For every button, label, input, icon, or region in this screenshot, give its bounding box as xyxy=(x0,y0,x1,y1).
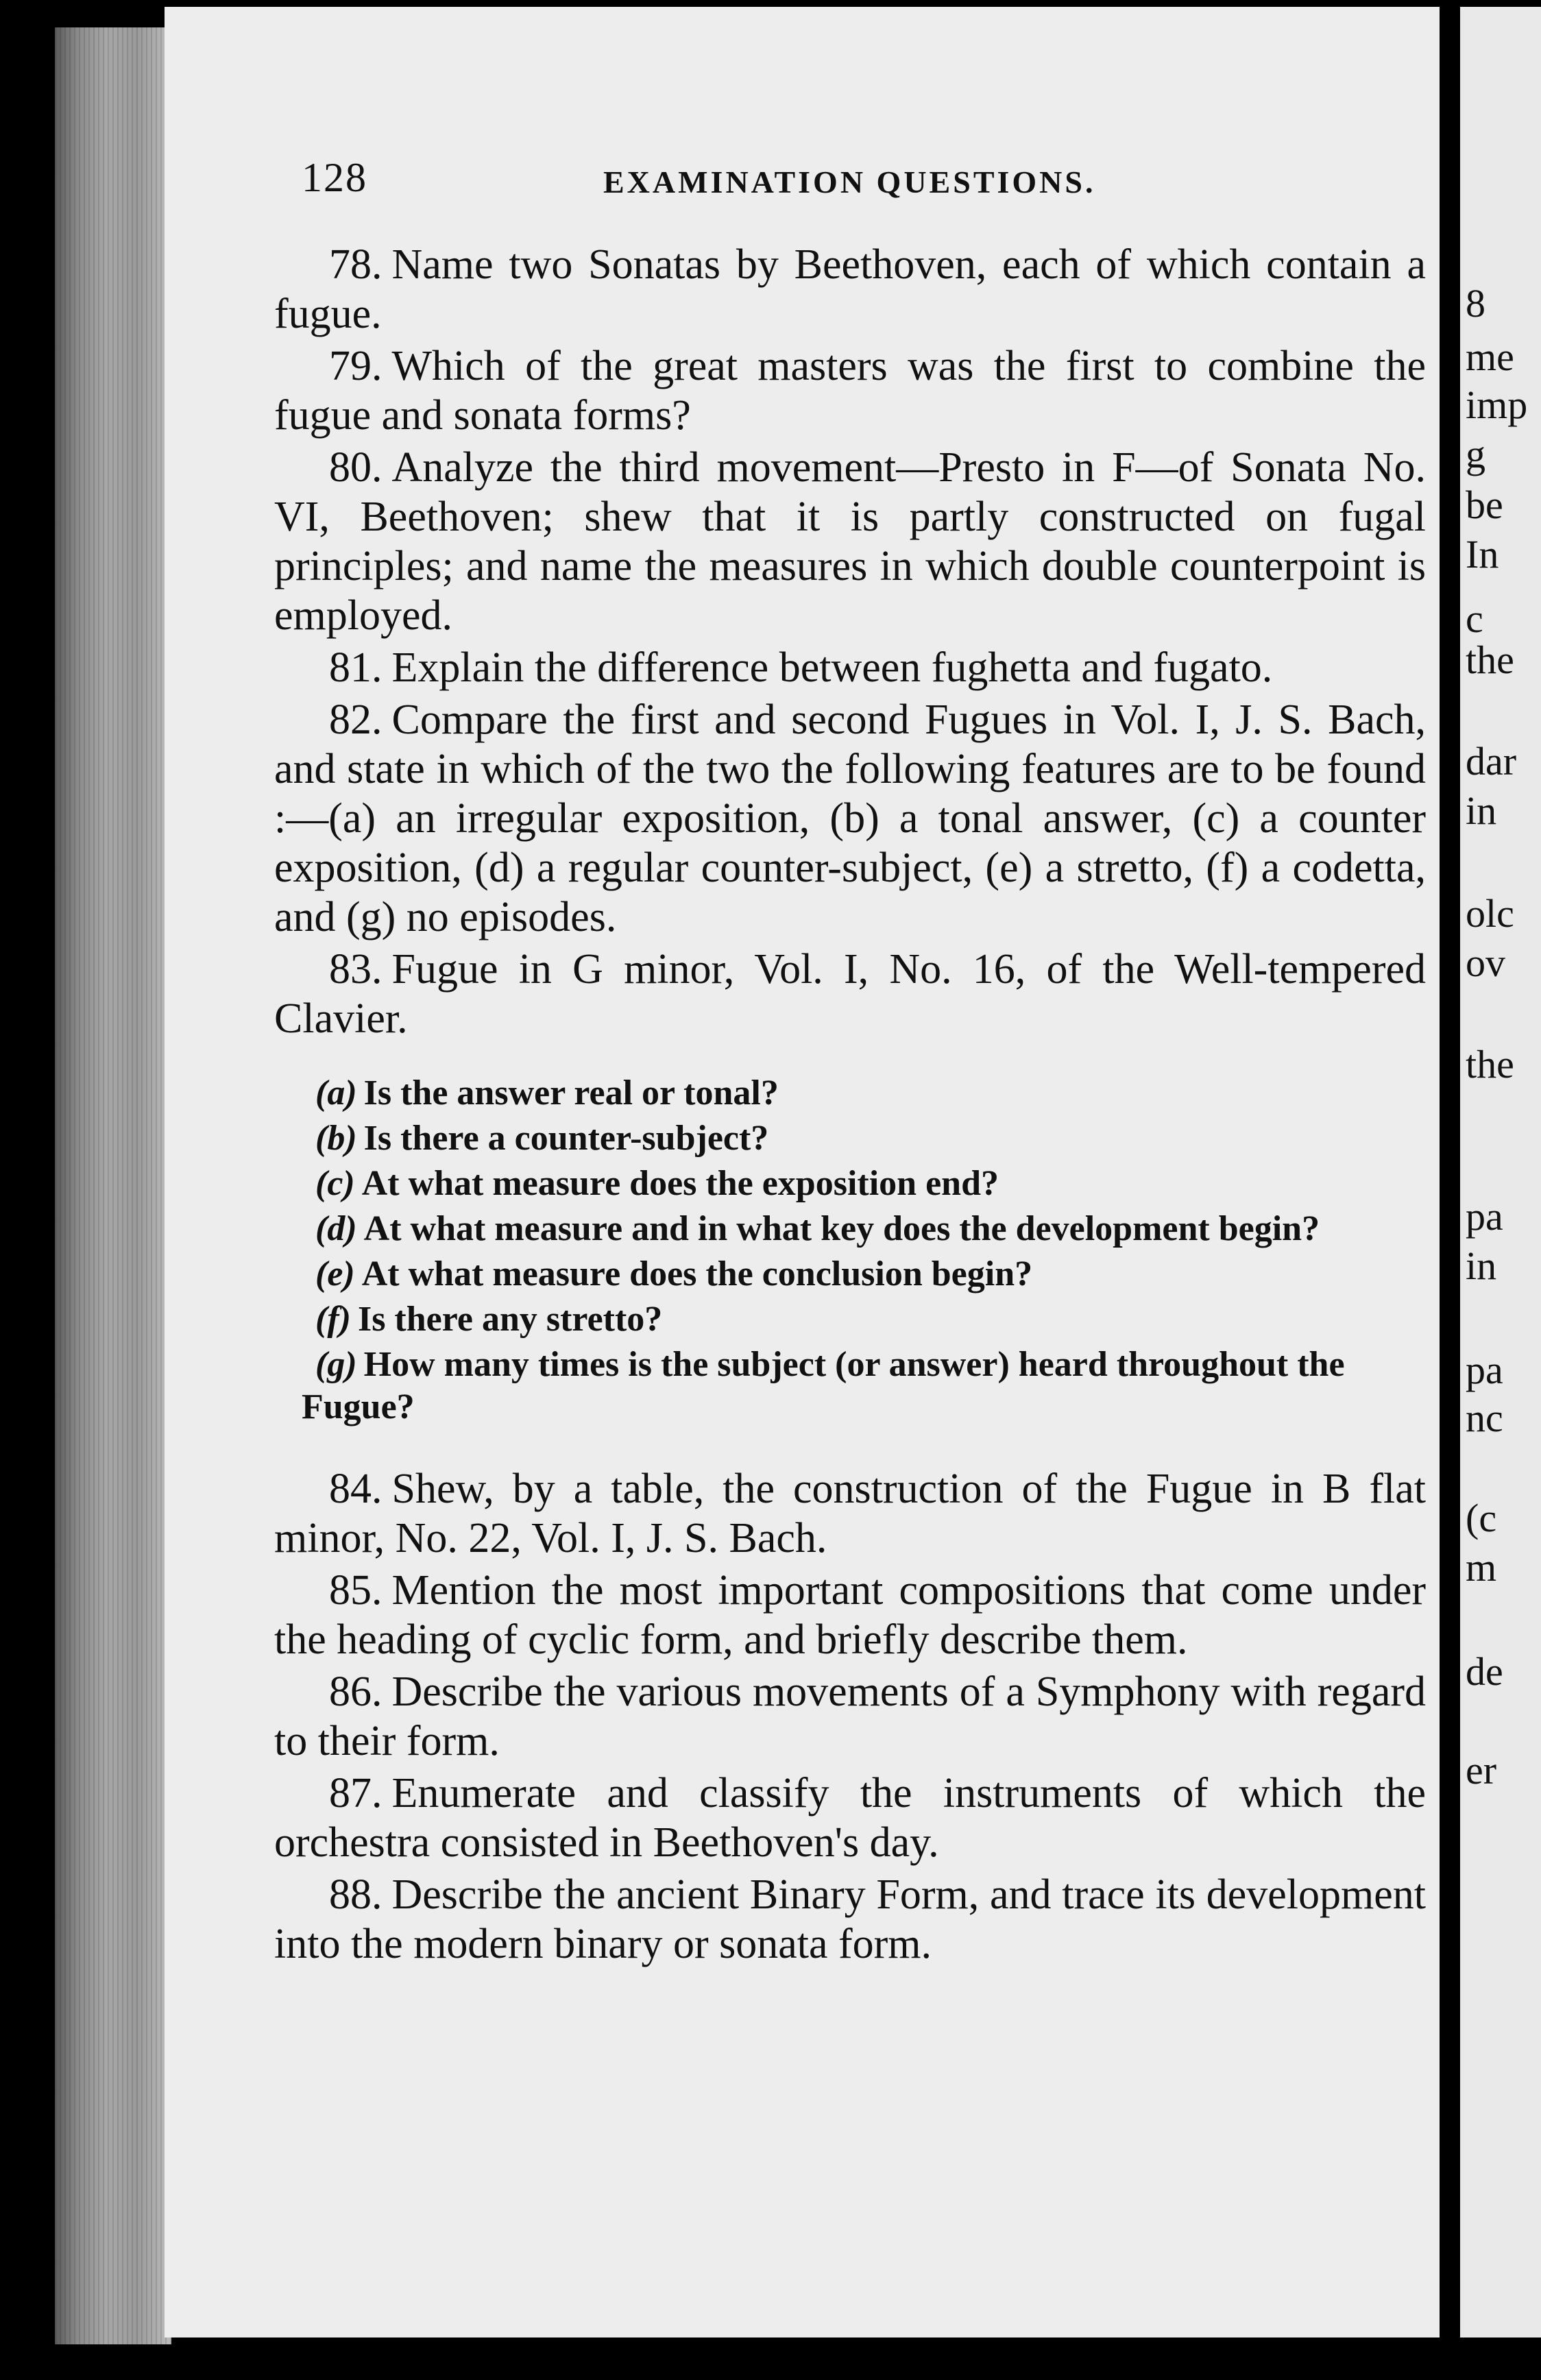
subquestion-text: How many times is the subject (or answer) heard throughout the Fugue? xyxy=(302,1345,1345,1426)
question-text: Fugue in G minor, Vol. I, No. 16, of the Well-tempered Clavier. xyxy=(274,946,1426,1042)
running-title: EXAMINATION QUESTIONS. xyxy=(603,165,1096,199)
question-87 xyxy=(274,1769,1426,1867)
subquestion-letter: (d) xyxy=(315,1209,357,1248)
question-85 xyxy=(274,1566,1426,1664)
subquestion-f xyxy=(302,1298,1426,1341)
question-text: Enumerate and classify the instruments of which the orchestra consisted in Beethoven's day. xyxy=(274,1770,1426,1866)
question-number: 87. xyxy=(329,1770,383,1817)
subquestion-g xyxy=(302,1344,1426,1429)
facing-text-fragment: me xyxy=(1466,335,1514,379)
facing-text-fragment: be xyxy=(1466,483,1503,527)
facing-text-fragment: in xyxy=(1466,1243,1497,1288)
subquestion-a xyxy=(302,1072,1426,1115)
page-number: 128 xyxy=(302,155,367,200)
subquestion-c xyxy=(302,1163,1426,1205)
question-number: 80. xyxy=(329,444,383,491)
question-number: 83. xyxy=(329,946,383,993)
question-number: 78. xyxy=(329,241,383,288)
question-86 xyxy=(274,1667,1426,1766)
subquestion-d xyxy=(302,1208,1426,1250)
question-text: Shew, by a table, the construction of the Fugue in B flat minor, No. 22, Vol. I, J. S. Bach. xyxy=(274,1466,1426,1562)
facing-text-fragment: 8 xyxy=(1466,281,1485,326)
subquestion-text: At what measure does the conclusion begin? xyxy=(361,1254,1033,1294)
question-80 xyxy=(274,443,1426,640)
subquestion-letter: (b) xyxy=(315,1119,357,1158)
question-88 xyxy=(274,1870,1426,1969)
subquestion-text: At what measure and in what key does the development begin? xyxy=(363,1209,1320,1248)
question-text: Name two Sonatas by Beethoven, each of which contain a fugue. xyxy=(274,241,1426,337)
question-text: Explain the difference between fughetta and fugato. xyxy=(391,644,1273,691)
facing-text-fragment: pa xyxy=(1466,1194,1503,1239)
question-number: 88. xyxy=(329,1871,383,1918)
facing-page-fragment xyxy=(1460,7,1541,2338)
facing-text-fragment: in xyxy=(1466,788,1497,833)
question-text: Which of the great masters was the first to combine the fugue and sonata forms? xyxy=(274,343,1426,439)
subquestion-text: Is there any stretto? xyxy=(357,1300,663,1339)
question-number: 81. xyxy=(329,644,383,691)
facing-text-fragment: ov xyxy=(1466,940,1505,985)
subquestion-letter: (c) xyxy=(315,1164,355,1203)
facing-text-fragment: g xyxy=(1466,432,1485,476)
subquestion-text: Is there a counter-subject? xyxy=(363,1119,769,1158)
running-head xyxy=(302,154,1165,209)
subquestion-letter: (f) xyxy=(315,1300,351,1339)
subquestion-letter: (e) xyxy=(315,1254,355,1294)
book-page-edges xyxy=(55,27,171,2344)
facing-text-fragment: nc xyxy=(1466,1396,1503,1440)
facing-text-fragment: In xyxy=(1466,532,1499,576)
question-text: Describe the ancient Binary Form, and trace its development into the modern binary or sonata form. xyxy=(274,1871,1426,1967)
questions-body xyxy=(274,240,1426,1971)
question-text: Describe the various movements of a Symphony with regard to their form. xyxy=(274,1668,1426,1764)
facing-text-fragment: de xyxy=(1466,1649,1503,1694)
question-number: 85. xyxy=(329,1567,383,1614)
subquestion-letter: (a) xyxy=(315,1073,357,1113)
question-84 xyxy=(274,1464,1426,1563)
facing-text-fragment: imp xyxy=(1466,382,1528,427)
question-text: Compare the first and second Fugues in Vol. I, J. S. Bach, and state in which of the two the following features are to be found :—(a) an irregular exposition, (b) a tonal answer, (c) a counter exposition, (d) a regular counter-subject, (e) a stretto, (f) a codetta, and (g) no episodes. xyxy=(274,696,1426,940)
question-number: 82. xyxy=(329,696,383,743)
subquestion-letter: (g) xyxy=(315,1345,357,1384)
facing-text-fragment: the xyxy=(1466,638,1514,682)
subquestion-list xyxy=(302,1072,1426,1429)
question-number: 84. xyxy=(329,1466,383,1512)
subquestion-text: At what measure does the exposition end? xyxy=(361,1164,999,1203)
question-text: Analyze the third movement—Presto in F—of Sonata No. VI, Beethoven; shew that it is partly constructed on fugal principles; and name the measures in which double counterpoint is employed. xyxy=(274,444,1426,639)
facing-text-fragment: the xyxy=(1466,1042,1514,1086)
question-78 xyxy=(274,240,1426,339)
question-text: Mention the most important compositions that come under the heading of cyclic form, and briefly describe them. xyxy=(274,1567,1426,1663)
question-81 xyxy=(274,643,1426,692)
facing-text-fragment: (c xyxy=(1466,1496,1497,1540)
subquestion-b xyxy=(302,1117,1426,1160)
facing-text-fragment: dar xyxy=(1466,739,1517,784)
book-gutter xyxy=(1440,0,1460,2380)
facing-text-fragment: m xyxy=(1466,1545,1497,1590)
facing-text-fragment: er xyxy=(1466,1748,1497,1793)
subquestion-e xyxy=(302,1253,1426,1296)
question-83 xyxy=(274,945,1426,1043)
question-number: 79. xyxy=(329,343,383,389)
facing-text-fragment: olc xyxy=(1466,891,1514,936)
subquestion-text: Is the answer real or tonal? xyxy=(363,1073,779,1113)
question-number: 86. xyxy=(329,1668,383,1715)
question-79 xyxy=(274,341,1426,440)
facing-text-fragment: pa xyxy=(1466,1348,1503,1392)
question-82 xyxy=(274,695,1426,942)
facing-text-fragment: c xyxy=(1466,596,1483,641)
